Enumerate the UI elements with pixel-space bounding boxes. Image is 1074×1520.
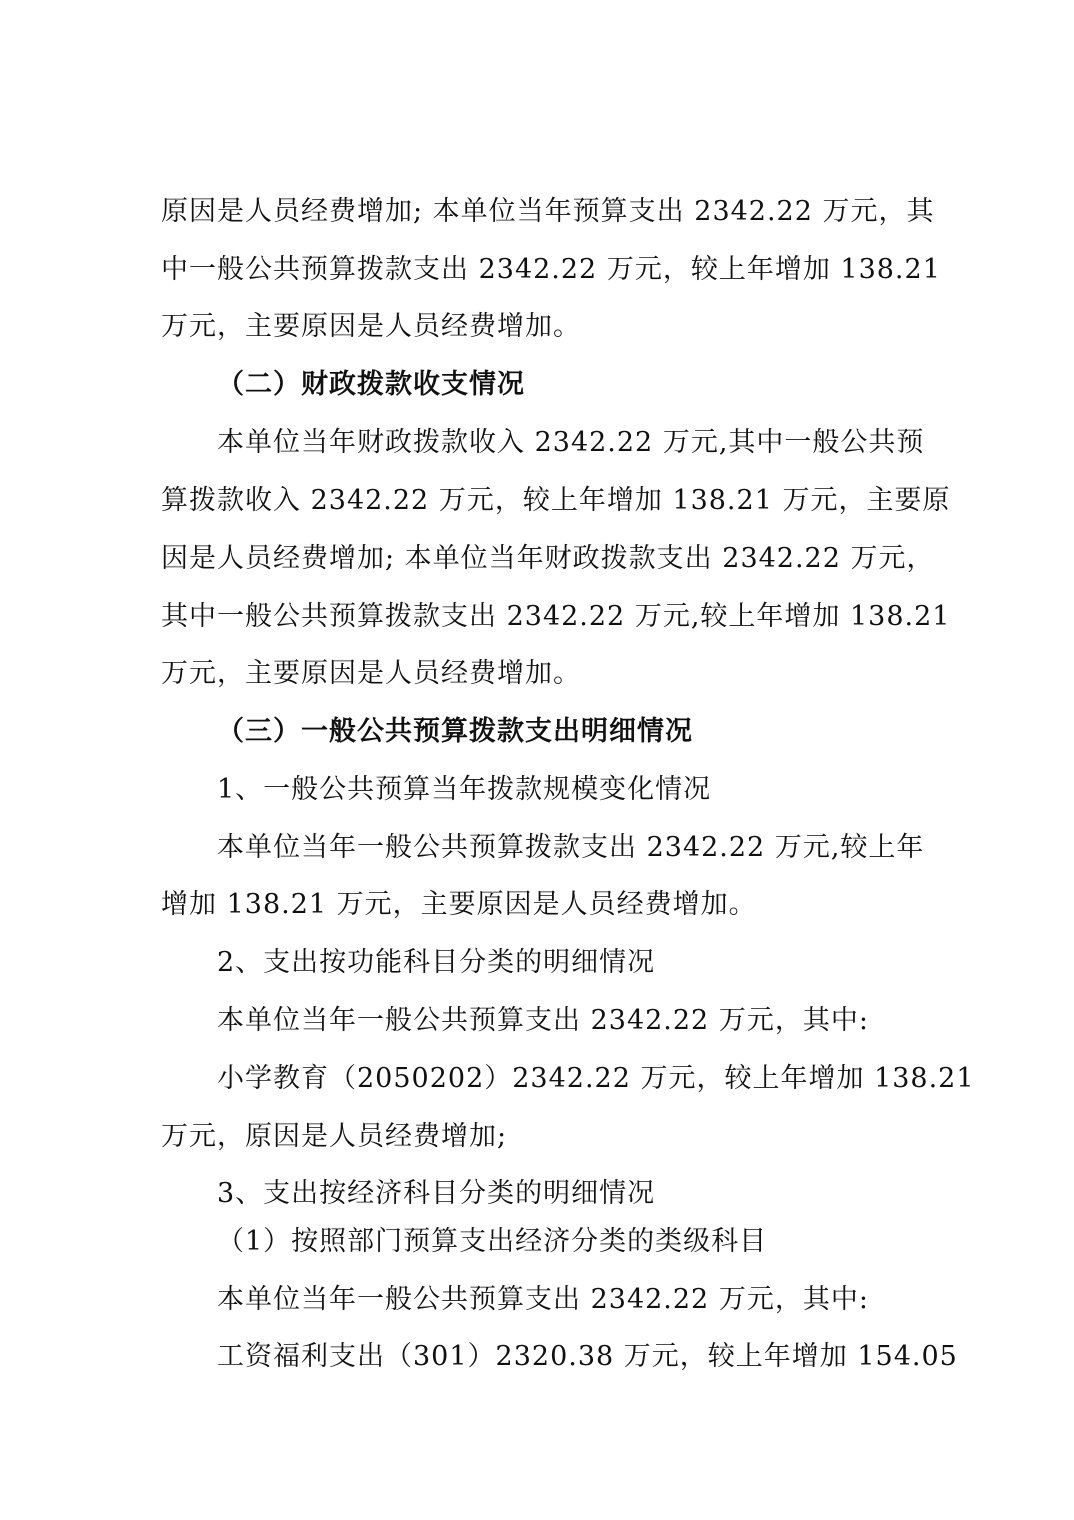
paragraph-line: 中一般公共预算拨款支出 2342.22 万元，较上年增加 138.21 xyxy=(161,254,941,285)
paragraph-line: 万元，原因是人员经费增加; xyxy=(161,1121,508,1152)
paragraph-line: 本单位当年一般公共预算拨款支出 2342.22 万元,较上年 xyxy=(217,832,925,863)
paragraph-line: 工资福利支出（301）2320.38 万元，较上年增加 154.05 xyxy=(217,1341,958,1372)
paragraph-line: 小学教育（2050202）2342.22 万元，较上年增加 138.21 xyxy=(217,1063,975,1094)
paragraph-line: 算拨款收入 2342.22 万元，较上年增加 138.21 万元，主要原 xyxy=(161,485,951,516)
section-heading-general-budget-detail: （三）一般公共预算拨款支出明细情况 xyxy=(217,716,693,747)
paragraph-line: 其中一般公共预算拨款支出 2342.22 万元,较上年增加 138.21 xyxy=(161,601,951,632)
subsection-heading: （1）按照部门预算支出经济分类的类级科目 xyxy=(217,1226,768,1257)
paragraph-line: 本单位当年一般公共预算支出 2342.22 万元，其中: xyxy=(217,1284,869,1315)
subsection-heading: 2、支出按功能科目分类的明细情况 xyxy=(217,947,656,978)
paragraph-line: 本单位当年财政拨款收入 2342.22 万元,其中一般公共预 xyxy=(217,427,925,458)
paragraph-line: 万元，主要原因是人员经费增加。 xyxy=(161,658,581,689)
paragraph-line: 增加 138.21 万元，主要原因是人员经费增加。 xyxy=(161,889,757,920)
subsection-heading: 3、支出按经济科目分类的明细情况 xyxy=(217,1178,656,1209)
paragraph-line: 万元，主要原因是人员经费增加。 xyxy=(161,311,581,342)
subsection-heading: 1、一般公共预算当年拨款规模变化情况 xyxy=(217,774,712,805)
section-heading-fiscal-appropriation: （二）财政拨款收支情况 xyxy=(217,369,525,400)
paragraph-line: 原因是人员经费增加; 本单位当年预算支出 2342.22 万元，其 xyxy=(161,196,935,227)
paragraph-line: 因是人员经费增加; 本单位当年财政拨款支出 2342.22 万元， xyxy=(161,543,935,574)
paragraph-line: 本单位当年一般公共预算支出 2342.22 万元，其中: xyxy=(217,1005,869,1036)
